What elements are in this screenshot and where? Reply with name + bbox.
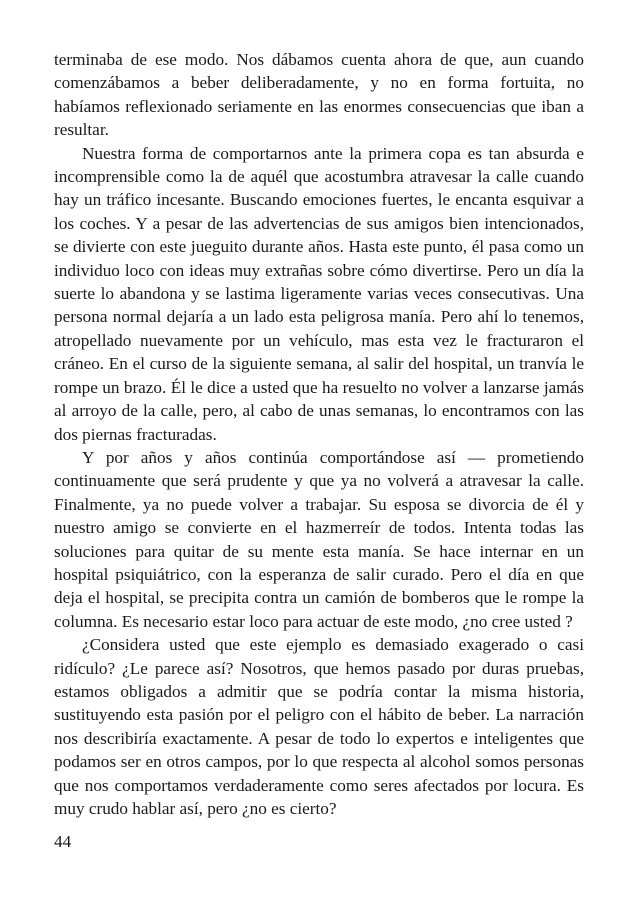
paragraph-conclusion: ¿Considera usted que este ejemplo es demasiado exagerado o casi ridículo? ¿Le parece así? Nosotros, que hemos pasado por duras pruebas, estamos obligados a admitir que se podría contar la misma historia, sustituyendo esta pasión por el peligro con el hábito de beber. La narración nos describiría exactamente. A pesar de todo lo expertos e inteligentes que podamos ser en otros campos, por lo que respecta al alcohol somos personas que nos comportamos verdaderamente como seres afectados por locura. Es muy crudo hablar así, pero ¿no es cierto?	[54, 635, 584, 818]
paragraph-consequences: Y por años y años continúa comportándose así — prometiendo continuamente que será prudente y que ya no volverá a atravesar la calle. Finalmente, ya no puede volver a trabajar. Su esposa se divorcia de él y nuestro amigo se convierte en el hazmerreír de todos. Intenta todas las soluciones para quitar de su mente esta manía. Se hace internar en un hospital psiquiátrico, con la esperanza de salir curado. Pero el día en que deja el hospital, se precipita contra un camión de bomberos que le rompe la columna. Es necesario estar loco para actuar de este modo, ¿no cree usted ?	[54, 447, 584, 631]
paragraph-analogy: Nuestra forma de comportarnos ante la primera copa es tan absurda e incomprensible como la de aquél que acostumbra atravesar la calle cuando hay un tráfico incesante. Buscando emociones fuertes, le encanta esquivar a los coches. Y a pesar de las advertencias de sus amigos bien intencionados, se divierte con este jueguito durante años. Hasta este punto, él pasa como un individuo loco con ideas muy extrañas sobre cómo divertirse. Pero un día la suerte lo abandona y se lastima ligeramente varias veces consecutivas. Una persona normal dejaría a un lado esta peligrosa manía. Pero ahí lo tenemos, atropellado nuevamente por un vehículo, mas esta vez le fracturaron el cráneo. En el curso de la siguiente semana, al salir del hospital, un tranvía le rompe un brazo. Él le dice a usted que ha resuelto no volver a lanzarse jamás al arroyo de la calle, pero, al cabo de unas semanas, lo encontramos con las dos piernas fracturadas.	[54, 143, 584, 444]
page-body	[54, 48, 584, 820]
page-number: 44	[54, 832, 72, 851]
paragraph-continuation: terminaba de ese modo. Nos dábamos cuenta ahora de que, aun cuando comenzábamos a beber deliberadamente, y no en forma fortuita, no habíamos reflexionado seriamente en las enormes consecuencias que iban a resultar.	[54, 50, 584, 140]
